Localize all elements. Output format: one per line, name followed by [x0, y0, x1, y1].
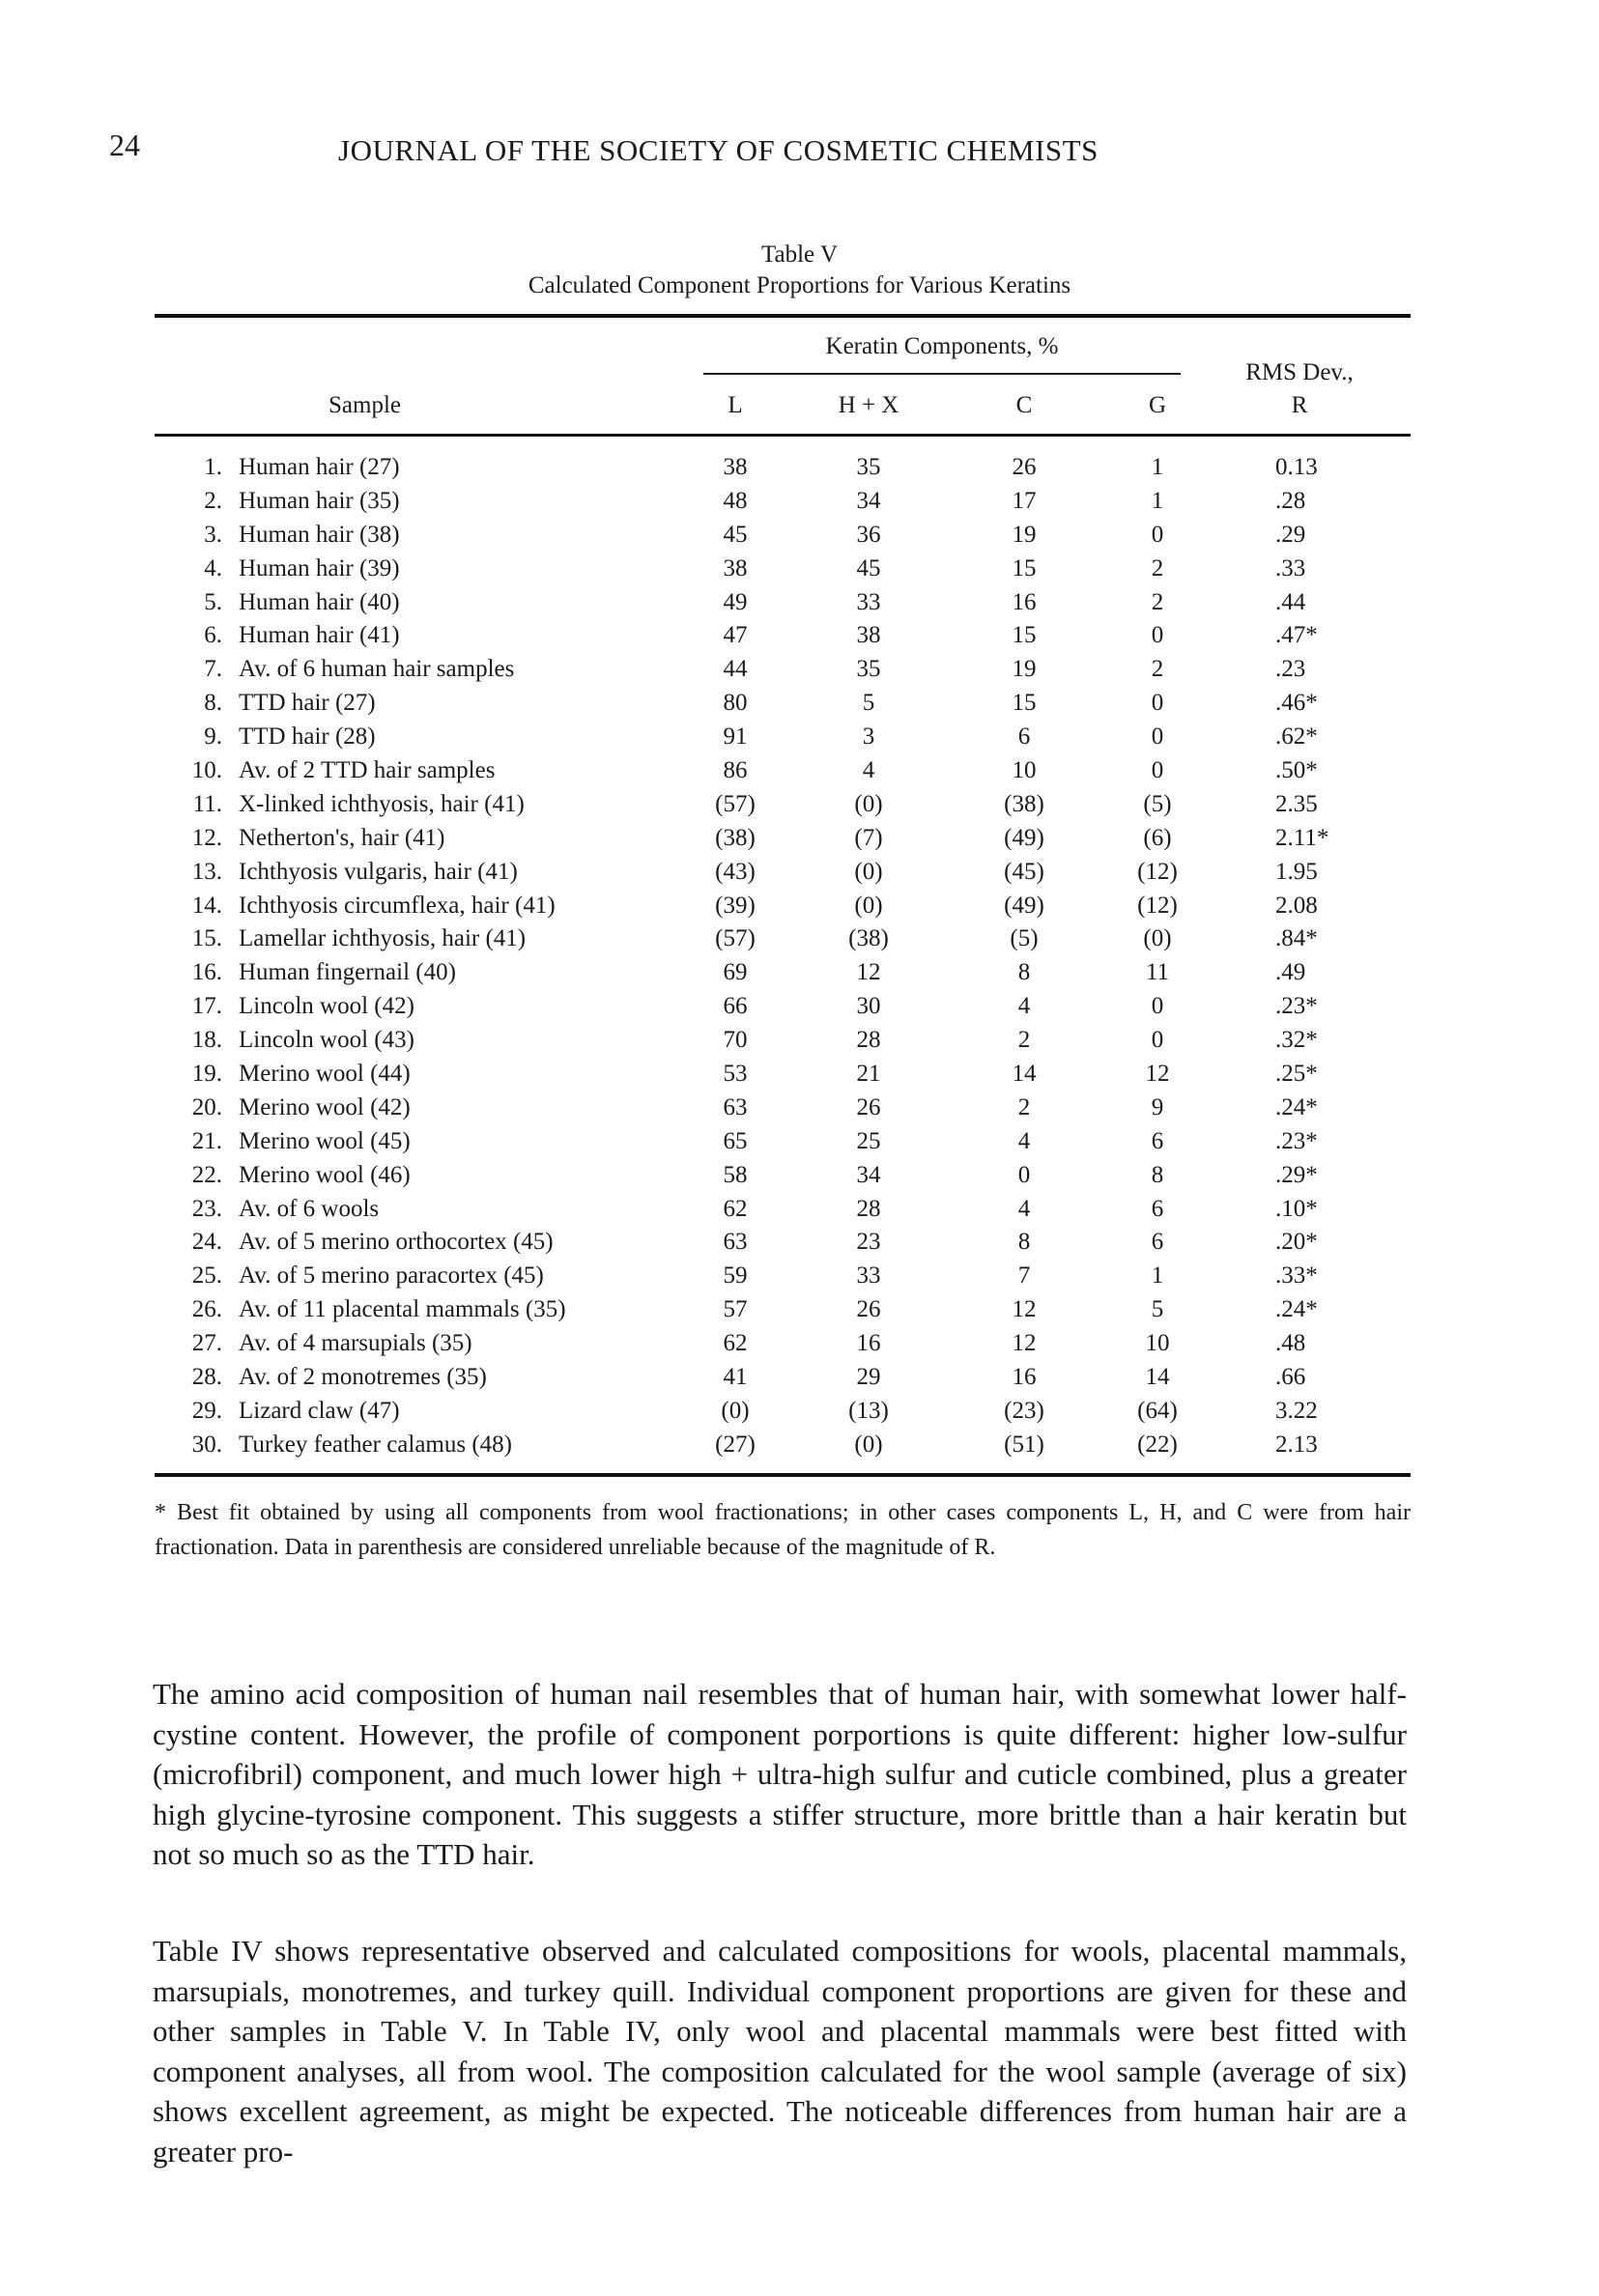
- row-number: 1.: [204, 454, 222, 480]
- value-l: (57): [715, 925, 756, 952]
- row-number: 6.: [204, 622, 222, 649]
- value-g: 0: [1151, 622, 1164, 649]
- column-header-r: R: [1291, 392, 1308, 418]
- value-c: 17: [1012, 487, 1037, 514]
- table-body: [155, 454, 1411, 1465]
- value-hx: 38: [856, 622, 881, 649]
- sample-name: Lincoln wool (43): [239, 1027, 414, 1054]
- row-number: 5.: [204, 588, 222, 615]
- value-g: 2: [1151, 588, 1164, 615]
- value-l: 62: [723, 1195, 748, 1222]
- table-row: [155, 622, 1411, 656]
- value-hx: 25: [856, 1127, 881, 1154]
- value-hx: 34: [856, 1161, 881, 1188]
- value-c: (49): [1004, 892, 1044, 919]
- table-row: [155, 1262, 1411, 1296]
- sample-name: Av. of 5 merino paracortex (45): [239, 1262, 544, 1290]
- row-number: 30.: [191, 1431, 222, 1458]
- value-l: 63: [723, 1093, 748, 1120]
- table-row: [155, 488, 1411, 522]
- column-header-hx: H + X: [838, 392, 899, 418]
- table-row: [155, 1162, 1411, 1196]
- value-l: 53: [723, 1061, 748, 1088]
- value-r: 2.11*: [1275, 824, 1329, 851]
- value-r: .32*: [1275, 1027, 1318, 1054]
- value-g: 1: [1151, 1262, 1164, 1290]
- value-r: .44: [1275, 588, 1306, 615]
- value-hx: 3: [862, 723, 875, 751]
- value-c: 12: [1012, 1296, 1037, 1323]
- table-row: [155, 1027, 1411, 1061]
- value-l: 69: [723, 959, 748, 986]
- value-hx: 33: [856, 1262, 881, 1290]
- row-number: 20.: [191, 1093, 222, 1120]
- row-number: 15.: [191, 925, 222, 952]
- table-row: [155, 791, 1411, 825]
- value-l: 38: [723, 454, 748, 480]
- table-row: [155, 1128, 1411, 1162]
- value-r: .33: [1275, 554, 1306, 581]
- table-bottom-rule: [155, 1473, 1411, 1477]
- value-hx: (13): [848, 1397, 889, 1424]
- value-r: .46*: [1275, 690, 1318, 717]
- value-c: (5): [1010, 925, 1039, 952]
- value-hx: 34: [856, 487, 881, 514]
- row-number: 14.: [191, 892, 222, 919]
- sample-name: Human hair (41): [239, 622, 400, 649]
- value-r: .29*: [1275, 1161, 1318, 1188]
- value-l: 41: [723, 1364, 748, 1391]
- value-c: 8: [1017, 1229, 1031, 1256]
- value-r: .25*: [1275, 1061, 1318, 1088]
- sample-name: Merino wool (46): [239, 1161, 411, 1188]
- value-hx: 28: [856, 1027, 881, 1054]
- value-g: 6: [1151, 1127, 1164, 1154]
- table-row: [155, 723, 1411, 757]
- value-g: 0: [1151, 757, 1164, 784]
- value-g: (22): [1137, 1431, 1178, 1458]
- row-number: 4.: [204, 554, 222, 581]
- sample-name: Netherton's, hair (41): [239, 824, 445, 851]
- row-number: 24.: [191, 1229, 222, 1256]
- value-r: .47*: [1275, 622, 1318, 649]
- value-l: 80: [723, 690, 748, 717]
- value-c: 4: [1017, 993, 1031, 1020]
- sample-name: Human fingernail (40): [239, 959, 456, 986]
- value-c: (23): [1004, 1397, 1044, 1424]
- value-g: 14: [1145, 1364, 1170, 1391]
- value-r: .24*: [1275, 1296, 1318, 1323]
- value-g: (12): [1137, 858, 1178, 885]
- value-g: (12): [1137, 892, 1178, 919]
- value-g: (64): [1137, 1397, 1178, 1424]
- row-number: 2.: [204, 487, 222, 514]
- value-g: 2: [1151, 554, 1164, 581]
- row-number: 23.: [191, 1195, 222, 1222]
- sample-name: Av. of 5 merino orthocortex (45): [239, 1229, 554, 1256]
- value-l: 44: [723, 656, 748, 683]
- sample-name: Human hair (39): [239, 554, 400, 581]
- value-r: 1.95: [1275, 858, 1318, 885]
- value-hx: 26: [856, 1093, 881, 1120]
- sample-name: TTD hair (27): [239, 690, 376, 717]
- table-row: [155, 1061, 1411, 1094]
- sample-name: Merino wool (44): [239, 1061, 411, 1088]
- column-header-c: C: [1015, 392, 1033, 418]
- value-c: (38): [1004, 790, 1044, 817]
- table-row: [155, 1094, 1411, 1128]
- value-r: .84*: [1275, 925, 1318, 952]
- value-r: .28: [1275, 487, 1306, 514]
- table-row: [155, 893, 1411, 926]
- value-hx: 30: [856, 993, 881, 1020]
- sample-name: Human hair (27): [239, 454, 400, 480]
- value-g: 0: [1151, 993, 1164, 1020]
- value-r: .50*: [1275, 757, 1318, 784]
- value-hx: (0): [854, 1431, 883, 1458]
- sample-name: Av. of 4 marsupials (35): [239, 1330, 472, 1357]
- sample-name: Lamellar ichthyosis, hair (41): [239, 925, 527, 952]
- value-l: 48: [723, 487, 748, 514]
- value-g: 11: [1145, 959, 1170, 986]
- value-l: 62: [723, 1330, 748, 1357]
- value-hx: 33: [856, 588, 881, 615]
- value-g: 12: [1145, 1061, 1170, 1088]
- sample-name: Turkey feather calamus (48): [239, 1431, 513, 1458]
- value-r: 2.35: [1275, 790, 1318, 817]
- value-g: 1: [1151, 454, 1164, 480]
- row-number: 17.: [191, 993, 222, 1020]
- value-g: 0: [1151, 723, 1164, 751]
- column-header-g: G: [1148, 392, 1167, 418]
- row-number: 29.: [191, 1397, 222, 1424]
- value-r: .23*: [1275, 993, 1318, 1020]
- row-number: 21.: [191, 1127, 222, 1154]
- value-r: .66: [1275, 1364, 1306, 1391]
- table-row: [155, 690, 1411, 723]
- row-number: 12.: [191, 824, 222, 851]
- table-row: [155, 522, 1411, 555]
- value-c: (51): [1004, 1431, 1044, 1458]
- value-hx: (7): [854, 824, 883, 851]
- value-l: (27): [715, 1431, 756, 1458]
- value-hx: 5: [862, 690, 875, 717]
- value-hx: 29: [856, 1364, 881, 1391]
- group-header: Keratin Components, %: [825, 333, 1059, 359]
- value-r: .20*: [1275, 1229, 1318, 1256]
- row-number: 27.: [191, 1330, 222, 1357]
- sample-name: Av. of 11 placental mammals (35): [239, 1296, 566, 1323]
- value-c: 12: [1012, 1330, 1037, 1357]
- sample-name: Human hair (38): [239, 521, 400, 548]
- row-number: 8.: [204, 690, 222, 717]
- value-c: 6: [1017, 723, 1031, 751]
- value-l: (57): [715, 790, 756, 817]
- page-number: 24: [109, 128, 140, 162]
- value-l: 45: [723, 521, 748, 548]
- value-l: 66: [723, 993, 748, 1020]
- value-hx: 21: [856, 1061, 881, 1088]
- table-row: [155, 859, 1411, 893]
- value-c: 4: [1017, 1127, 1031, 1154]
- sample-name: Lizard claw (47): [239, 1397, 400, 1424]
- value-g: 9: [1151, 1093, 1164, 1120]
- value-l: 65: [723, 1127, 748, 1154]
- value-c: 19: [1012, 521, 1037, 548]
- value-l: (43): [715, 858, 756, 885]
- value-r: .62*: [1275, 723, 1318, 751]
- body-paragraph: The amino acid composition of human nail resembles that of human hair, with somewhat lower half-cystine content. However, the profile of component porportions is quite different: higher low-sulfur (microfibril) component, and much lower high + ultra-high sulfur and cuticle combined, plus a greater high glycine-tyrosine component. This suggests a stiffer structure, more brittle than a hair keratin but not so much so as the TTD hair.: [153, 1677, 1407, 1871]
- value-hx: 26: [856, 1296, 881, 1323]
- value-r: .33*: [1275, 1262, 1318, 1290]
- value-g: 8: [1151, 1161, 1164, 1188]
- sample-name: Ichthyosis vulgaris, hair (41): [239, 858, 518, 885]
- value-hx: 35: [856, 656, 881, 683]
- value-l: 47: [723, 622, 748, 649]
- sample-name: Ichthyosis circumflexa, hair (41): [239, 892, 556, 919]
- value-l: 38: [723, 554, 748, 581]
- value-g: 6: [1151, 1195, 1164, 1222]
- value-g: 0: [1151, 521, 1164, 548]
- row-number: 10.: [191, 757, 222, 784]
- value-l: 70: [723, 1027, 748, 1054]
- sample-name: X-linked ichthyosis, hair (41): [239, 790, 525, 817]
- row-number: 7.: [204, 656, 222, 683]
- column-header-l: L: [728, 392, 743, 418]
- value-r: .23: [1275, 656, 1306, 683]
- value-l: 86: [723, 757, 748, 784]
- sample-name: Merino wool (45): [239, 1127, 411, 1154]
- row-number: 22.: [191, 1161, 222, 1188]
- table-header-rule: [155, 434, 1411, 437]
- row-number: 3.: [204, 521, 222, 548]
- table-row: [155, 1229, 1411, 1262]
- value-c: 16: [1012, 588, 1037, 615]
- row-number: 11.: [192, 790, 222, 817]
- row-number: 26.: [191, 1296, 222, 1323]
- value-r: 0.13: [1275, 454, 1318, 480]
- sample-name: Av. of 6 wools: [239, 1195, 380, 1222]
- value-c: 15: [1012, 622, 1037, 649]
- sample-name: Human hair (40): [239, 588, 400, 615]
- row-number: 28.: [191, 1364, 222, 1391]
- table-row: [155, 825, 1411, 859]
- column-header-sample: Sample: [328, 392, 401, 418]
- value-c: 8: [1017, 959, 1031, 986]
- table-caption: Calculated Component Proportions for Various Keratins: [528, 272, 1071, 298]
- value-g: 5: [1151, 1296, 1164, 1323]
- column-header-rms: RMS Dev.,: [1245, 359, 1354, 385]
- table-title: Table V: [760, 241, 839, 268]
- value-hx: (0): [854, 892, 883, 919]
- value-hx: (0): [854, 858, 883, 885]
- value-hx: 45: [856, 554, 881, 581]
- table-row: [155, 555, 1411, 589]
- table-row: [155, 1398, 1411, 1431]
- value-l: 91: [723, 723, 748, 751]
- value-hx: (38): [848, 925, 889, 952]
- row-number: 19.: [191, 1061, 222, 1088]
- value-c: 26: [1012, 454, 1037, 480]
- table-row: [155, 925, 1411, 959]
- value-l: (0): [721, 1397, 750, 1424]
- value-c: (49): [1004, 824, 1044, 851]
- sample-name: Av. of 2 monotremes (35): [239, 1364, 487, 1391]
- value-c: 16: [1012, 1364, 1037, 1391]
- value-g: 0: [1151, 690, 1164, 717]
- value-c: 4: [1017, 1195, 1031, 1222]
- value-g: 10: [1145, 1330, 1170, 1357]
- sample-name: Lincoln wool (42): [239, 993, 414, 1020]
- value-hx: 23: [856, 1229, 881, 1256]
- value-c: (45): [1004, 858, 1044, 885]
- value-r: 2.08: [1275, 892, 1318, 919]
- value-c: 2: [1017, 1093, 1031, 1120]
- group-header-rule: [703, 373, 1181, 375]
- value-c: 15: [1012, 690, 1037, 717]
- value-l: 58: [723, 1161, 748, 1188]
- value-c: 15: [1012, 554, 1037, 581]
- value-l: 49: [723, 588, 748, 615]
- value-hx: (0): [854, 790, 883, 817]
- value-g: 1: [1151, 487, 1164, 514]
- value-hx: 4: [862, 757, 875, 784]
- value-r: .49: [1275, 959, 1306, 986]
- value-hx: 28: [856, 1195, 881, 1222]
- table-row: [155, 656, 1411, 690]
- value-g: 6: [1151, 1229, 1164, 1256]
- row-number: 9.: [204, 723, 222, 751]
- value-r: 3.22: [1275, 1397, 1318, 1424]
- value-r: .48: [1275, 1330, 1306, 1357]
- table-row: [155, 993, 1411, 1027]
- value-l: 59: [723, 1262, 748, 1290]
- value-l: (39): [715, 892, 756, 919]
- table-row: [155, 1431, 1411, 1465]
- table-footnote: * Best fit obtained by using all components from wool fractionations; in other cases components L, H, and C were from hair fractionation. Data in parenthesis are considered unreliable because of the magnitude of R.: [155, 1500, 1411, 1560]
- value-l: 63: [723, 1229, 748, 1256]
- table-row: [155, 959, 1411, 993]
- table-row: [155, 1196, 1411, 1230]
- table-row: [155, 589, 1411, 623]
- table-row: [155, 757, 1411, 791]
- row-number: 18.: [191, 1027, 222, 1054]
- row-number: 13.: [191, 858, 222, 885]
- sample-name: Av. of 2 TTD hair samples: [239, 757, 496, 784]
- table-row: [155, 1364, 1411, 1398]
- table-row: [155, 1296, 1411, 1330]
- sample-name: Av. of 6 human hair samples: [239, 656, 515, 683]
- value-hx: 36: [856, 521, 881, 548]
- value-g: 0: [1151, 1027, 1164, 1054]
- body-paragraph: Table IV shows representative observed and calculated compositions for wools, placental mammals, marsupials, monotremes, and turkey quill. Individual component proportions are given for these and other samples in Table V. In Table IV, only wool and placental mammals were best fitted with component analyses, all from wool. The composition calculated for the wool sample (average of six) shows excellent agreement, as might be expected. The noticeable differences from human hair are a greater pro-: [153, 1934, 1407, 2168]
- value-r: .24*: [1275, 1093, 1318, 1120]
- value-r: .23*: [1275, 1127, 1318, 1154]
- value-g: (0): [1143, 925, 1172, 952]
- value-l: (38): [715, 824, 756, 851]
- value-c: 10: [1012, 757, 1037, 784]
- value-r: .29: [1275, 521, 1306, 548]
- value-c: 2: [1017, 1027, 1031, 1054]
- value-l: 57: [723, 1296, 748, 1323]
- value-hx: 12: [856, 959, 881, 986]
- sample-name: TTD hair (28): [239, 723, 376, 751]
- value-g: (6): [1143, 824, 1172, 851]
- sample-name: Merino wool (42): [239, 1093, 411, 1120]
- value-c: 0: [1017, 1161, 1031, 1188]
- table-row: [155, 454, 1411, 488]
- value-c: 7: [1017, 1262, 1031, 1290]
- value-c: 14: [1012, 1061, 1037, 1088]
- row-number: 16.: [191, 959, 222, 986]
- value-r: 2.13: [1275, 1431, 1318, 1458]
- value-hx: 16: [856, 1330, 881, 1357]
- value-g: 2: [1151, 656, 1164, 683]
- table-top-rule: [155, 314, 1411, 318]
- value-g: (5): [1143, 790, 1172, 817]
- value-c: 19: [1012, 656, 1037, 683]
- table-row: [155, 1330, 1411, 1364]
- row-number: 25.: [191, 1262, 222, 1290]
- value-hx: 35: [856, 454, 881, 480]
- sample-name: Human hair (35): [239, 487, 400, 514]
- value-r: .10*: [1275, 1195, 1318, 1222]
- journal-title: JOURNAL OF THE SOCIETY OF COSMETIC CHEMISTS: [338, 133, 1099, 167]
